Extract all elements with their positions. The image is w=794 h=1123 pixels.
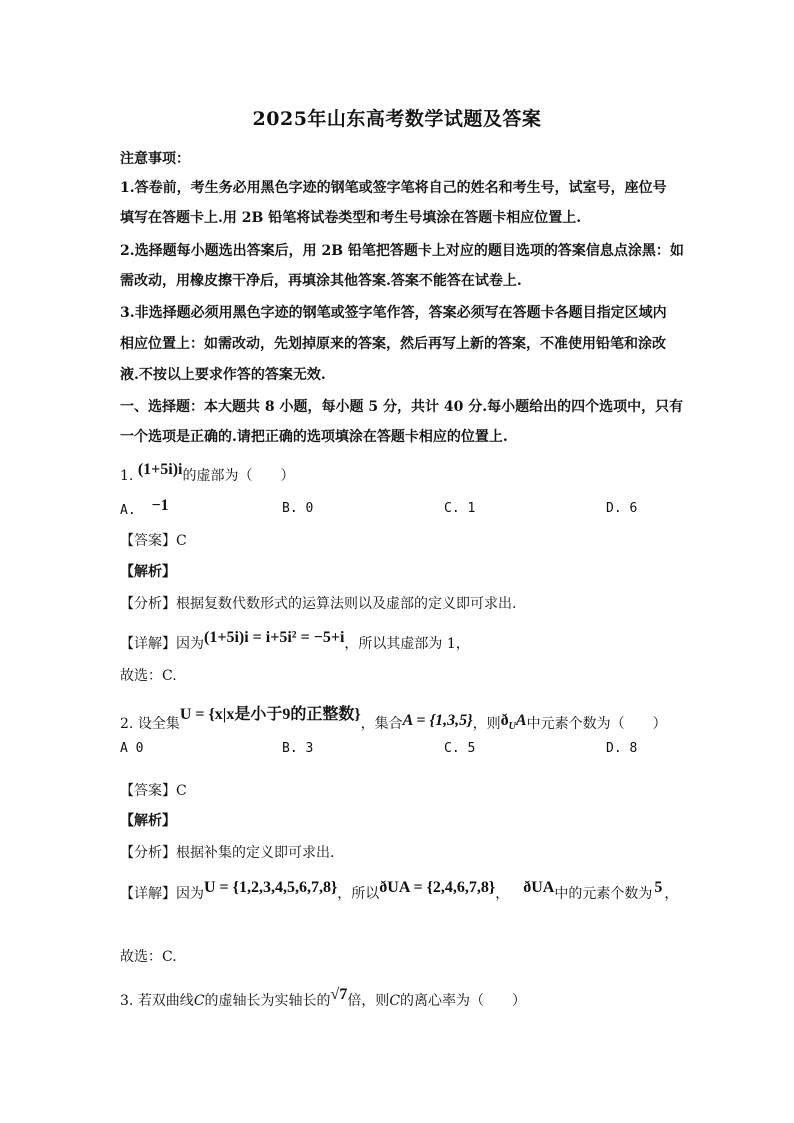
element-count: 5	[654, 879, 663, 896]
detail-suoyi: ，所以	[337, 886, 380, 902]
question-2-analysis-heading: 【解析】	[120, 813, 176, 829]
question-1-text: 的虚部为（ ）	[182, 468, 295, 484]
question-2-tail: 中元素个数为（ ）	[526, 716, 667, 732]
question-2-number: 2.	[120, 716, 134, 732]
notice-item-2-line-2: 需改动，用橡皮擦干净后，再填涂其他答案.答案不能答在试卷上.	[120, 273, 522, 289]
question-1-detail	[120, 629, 470, 653]
notice-item-1-line-1: 1.答卷前，考生务必用黑色字迹的钢笔或签字笔将自己的姓名和考生号，试室号，座位号	[120, 180, 667, 196]
question-1-number: 1.	[120, 468, 134, 484]
question-1-detail-expression: (1+5i)i = i+5i² = −5+i	[204, 629, 345, 646]
hyperbola-symbol-2: C	[389, 993, 401, 1009]
question-2	[120, 706, 667, 735]
notice-item-3-line-3: 液.不按以上要求作答的答案无效.	[120, 367, 326, 383]
section-1-line-2: 一个选项是正确的.请把正确的选项填涂在答题卡相应的位置上.	[120, 429, 508, 445]
question-2-mid: ，集合	[360, 716, 403, 732]
question-1-answer: 【答案】C	[120, 533, 187, 549]
question-1	[120, 461, 295, 485]
question-2-then: ，则	[472, 716, 501, 732]
detail-label: 【详解】因为	[120, 886, 204, 902]
complement-subscript: U	[508, 721, 516, 733]
question-1-option-a	[120, 497, 169, 519]
detail-count-text: 中的元素个数为	[554, 886, 653, 902]
question-2-option-d: D. 8	[606, 741, 638, 756]
complement-listing: ðUA = {2,4,6,7,8}	[379, 879, 496, 896]
complement-expression	[500, 712, 527, 733]
question-2-analysis: 【分析】根据补集的定义即可求出.	[120, 845, 335, 861]
question-3-text-1: 若双曲线	[137, 993, 194, 1009]
option-a-label: A.	[120, 503, 136, 518]
complement-symbol-2: ðUA	[523, 879, 555, 896]
notice-heading: 注意事项：	[120, 151, 190, 167]
set-u-expression: U = {x|x是小于9的正整数}	[179, 706, 361, 723]
question-2-option-b: B. 3	[282, 741, 314, 756]
question-2-answer: 【答案】C	[120, 783, 187, 799]
complement-set: A	[515, 712, 527, 729]
detail-tail: ，所以其虚部为 1，	[344, 636, 470, 652]
question-1-option-d: D. 6	[606, 501, 638, 516]
question-2-detail	[120, 879, 679, 903]
question-3	[120, 986, 527, 1010]
complement-symbol: ð	[500, 712, 509, 729]
question-3-text-2: 的虚轴长为实轴长的	[204, 993, 331, 1009]
page-title: 2025年山东高考数学试题及答案	[252, 108, 542, 130]
question-1-choice: 故选：C.	[120, 668, 177, 684]
option-a-value: −1	[151, 497, 169, 514]
section-1-line-1: 一、选择题：本大题共 8 小题，每小题 5 分，共计 40 分.每小题给出的四个选项中，只有	[120, 399, 684, 415]
question-3-text-3: 倍，则	[347, 993, 390, 1009]
set-u-listing: U = {1,2,3,4,5,6,7,8}	[204, 879, 338, 896]
question-2-option-a: A 0	[120, 741, 144, 756]
detail-comma: ，	[664, 886, 679, 902]
question-1-option-b: B. 0	[282, 501, 314, 516]
question-1-option-c: C. 1	[444, 501, 476, 516]
question-1-analysis-heading: 【解析】	[120, 564, 176, 580]
notice-item-3-line-2: 相应位置上：如需改动，先划掉原来的答案，然后再写上新的答案，不准使用铅笔和涂改	[120, 336, 666, 352]
question-1-analysis: 【分析】根据复数代数形式的运算法则以及虚部的定义即可求出.	[120, 596, 517, 612]
question-3-text-4: 的离心率为（ ）	[400, 993, 527, 1009]
question-3-number: 3.	[120, 993, 134, 1009]
detail-sep: ，	[495, 886, 510, 902]
notice-item-2-line-1: 2.选择题每小题选出答案后，用 2B 铅笔把答题卡上对应的题目选项的答案信息点涂黑：如	[120, 243, 684, 259]
detail-label: 【详解】因为	[120, 636, 204, 652]
question-2-choice: 故选：C.	[120, 949, 177, 965]
set-a-expression: A = {1,3,5}	[402, 712, 473, 729]
sqrt-seven: √7	[330, 986, 348, 1003]
hyperbola-symbol: C	[193, 993, 205, 1009]
question-2-option-c: C. 5	[444, 741, 476, 756]
question-2-lead: 设全集	[137, 716, 180, 732]
notice-item-1-line-2: 填写在答题卡上.用 2B 铅笔将试卷类型和考生号填涂在答题卡相应位置上.	[120, 210, 582, 226]
notice-item-3-line-1: 3.非选择题必须用黑色字迹的钢笔或签字笔作答，答案必须写在答题卡各题目指定区域内	[120, 305, 667, 321]
question-1-expression: (1+5i)i	[137, 461, 183, 478]
